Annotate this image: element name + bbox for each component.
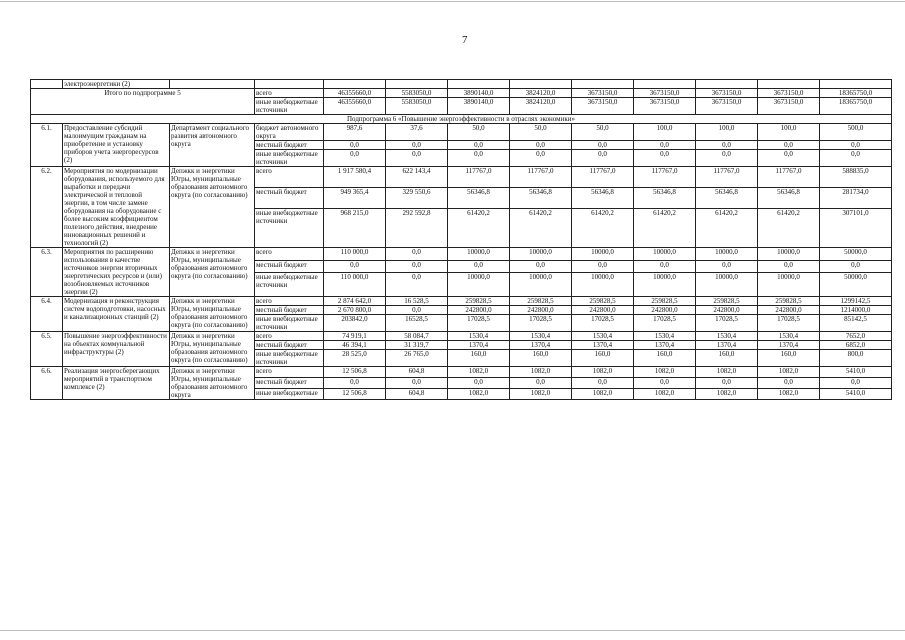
value-cell: 10000,0 bbox=[634, 248, 696, 261]
empty-cell bbox=[448, 80, 510, 89]
value-cell: 0,0 bbox=[758, 378, 820, 389]
value-cell: 1082,0 bbox=[510, 389, 572, 400]
value-cell: 160,0 bbox=[572, 350, 634, 367]
measure-executor: Депжкк и энергетики Югры, муниципальные образования автономного округа (по согласованию) bbox=[170, 167, 255, 248]
value-cell: 12 506,8 bbox=[324, 367, 386, 378]
value-cell: 0,0 bbox=[696, 141, 758, 150]
value-cell: 1299142,5 bbox=[820, 297, 892, 306]
value-cell: 50,0 bbox=[448, 124, 510, 141]
value-cell: 110 000,0 bbox=[324, 248, 386, 261]
table-row bbox=[31, 124, 892, 141]
empty-cell bbox=[572, 80, 634, 89]
value-cell: 56346,8 bbox=[572, 187, 634, 208]
value-cell: 37,6 bbox=[386, 124, 448, 141]
measure-code: 6.1. bbox=[31, 124, 63, 167]
value-cell: 17028,5 bbox=[634, 315, 696, 332]
value-cell: 0,0 bbox=[324, 150, 386, 167]
value-cell: 10000,0 bbox=[448, 248, 510, 261]
source-cell: всего bbox=[255, 332, 324, 341]
budget-table bbox=[30, 79, 892, 400]
value-cell: 949 365,4 bbox=[324, 187, 386, 208]
value-cell: 1530,4 bbox=[696, 332, 758, 341]
empty-cell bbox=[820, 80, 892, 89]
value-cell: 1082,0 bbox=[696, 367, 758, 378]
value-cell: 3890140,0 bbox=[448, 98, 510, 115]
value-cell: 160,0 bbox=[696, 350, 758, 367]
value-cell: 1082,0 bbox=[448, 389, 510, 400]
source-cell: всего bbox=[255, 297, 324, 306]
measure-name: Реализация энергосберегающих мероприятий в транспортном комплексе (2) bbox=[63, 367, 170, 400]
value-cell: 1370,4 bbox=[696, 341, 758, 350]
value-cell: 160,0 bbox=[448, 350, 510, 367]
value-cell: 3673150,0 bbox=[758, 89, 820, 98]
value-cell: 0,0 bbox=[324, 260, 386, 273]
value-cell: 0,0 bbox=[386, 141, 448, 150]
value-cell: 3673150,0 bbox=[572, 89, 634, 98]
value-cell: 0,0 bbox=[696, 260, 758, 273]
measure-executor: Депжкк и энергетики Югры, муниципальные образования автономного округа (по согласованию) bbox=[170, 248, 255, 297]
value-cell: 3673150,0 bbox=[696, 98, 758, 115]
value-cell: 10000,0 bbox=[758, 248, 820, 261]
value-cell: 10000,0 bbox=[510, 273, 572, 297]
value-cell: 259828,5 bbox=[696, 297, 758, 306]
value-cell: 0,0 bbox=[448, 378, 510, 389]
value-cell: 10000,0 bbox=[572, 273, 634, 297]
value-cell: 6852,0 bbox=[820, 341, 892, 350]
value-cell: 259828,5 bbox=[510, 297, 572, 306]
value-cell: 0,0 bbox=[386, 248, 448, 261]
value-cell: 242800,0 bbox=[634, 306, 696, 315]
value-cell: 0,0 bbox=[386, 273, 448, 297]
value-cell: 17028,5 bbox=[758, 315, 820, 332]
value-cell: 5410,0 bbox=[820, 367, 892, 378]
value-cell: 56346,8 bbox=[696, 187, 758, 208]
value-cell: 0,0 bbox=[696, 150, 758, 167]
value-cell: 17028,5 bbox=[572, 315, 634, 332]
value-cell: 968 215,0 bbox=[324, 208, 386, 247]
value-cell: 0,0 bbox=[820, 150, 892, 167]
value-cell: 203842,0 bbox=[324, 315, 386, 332]
value-cell: 50,0 bbox=[510, 124, 572, 141]
code-cell bbox=[31, 80, 63, 89]
measure-executor: Депжкк и энергетики Югры, муниципальные образования автономного округа (по согласованию) bbox=[170, 297, 255, 332]
empty-cell bbox=[386, 80, 448, 89]
value-cell: 10000,0 bbox=[696, 248, 758, 261]
source-cell: иные внебюджетные источники bbox=[255, 273, 324, 297]
source-cell: всего bbox=[255, 167, 324, 188]
value-cell: 259828,5 bbox=[634, 297, 696, 306]
value-cell: 0,0 bbox=[758, 141, 820, 150]
measure-code: 6.3. bbox=[31, 248, 63, 297]
value-cell: 259828,5 bbox=[758, 297, 820, 306]
subprogram-title: Подпрограмма 6 «Повышение энергоэффективности в отраслях экономики» bbox=[31, 115, 892, 124]
value-cell: 0,0 bbox=[448, 260, 510, 273]
value-cell: 10000,0 bbox=[448, 273, 510, 297]
value-cell: 74 919,1 bbox=[324, 332, 386, 341]
value-cell: 117767,0 bbox=[758, 167, 820, 188]
value-cell: 622 143,4 bbox=[386, 167, 448, 188]
source-cell: местный бюджет bbox=[255, 141, 324, 150]
value-cell: 0,0 bbox=[510, 141, 572, 150]
value-cell: 1370,4 bbox=[510, 341, 572, 350]
empty-cell bbox=[634, 80, 696, 89]
source-cell: всего bbox=[255, 89, 324, 98]
value-cell: 0,0 bbox=[696, 378, 758, 389]
value-cell: 46355660,0 bbox=[324, 89, 386, 98]
value-cell: 1082,0 bbox=[510, 367, 572, 378]
continued-text: электроэнергетики (2) bbox=[63, 80, 170, 89]
source-cell: иные внебюджетные источники bbox=[255, 150, 324, 167]
source-cell: всего bbox=[255, 367, 324, 378]
value-cell: 50,0 bbox=[572, 124, 634, 141]
value-cell: 117767,0 bbox=[448, 167, 510, 188]
value-cell: 0,0 bbox=[386, 378, 448, 389]
value-cell: 85142,5 bbox=[820, 315, 892, 332]
subprogram-row bbox=[31, 115, 892, 124]
value-cell: 18365750,0 bbox=[820, 89, 892, 98]
source-cell: всего bbox=[255, 248, 324, 261]
value-cell: 1082,0 bbox=[572, 367, 634, 378]
value-cell: 18365750,0 bbox=[820, 98, 892, 115]
value-cell: 17028,5 bbox=[696, 315, 758, 332]
value-cell: 28 525,0 bbox=[324, 350, 386, 367]
value-cell: 0,0 bbox=[634, 150, 696, 167]
measure-name: Мероприятия по расширению использования в качестве источников энергии вторичных энергетических ресурсов и (или) возобновляемых источников энергии (2) bbox=[63, 248, 170, 297]
source-cell: местный бюджет bbox=[255, 187, 324, 208]
value-cell: 17028,5 bbox=[510, 315, 572, 332]
measure-name: Мероприятия по модернизации оборудования, используемого для выработки и передачи электрической и тепловой энергии, в том числе замене оборудования на оборудование с более высоким коэффициентом полезного действия, внедрение инновационных решений и технологий (2) bbox=[63, 167, 170, 248]
source-cell: иные внебюджетные источники bbox=[255, 208, 324, 247]
measure-code: 6.4. bbox=[31, 297, 63, 332]
value-cell: 604,8 bbox=[386, 367, 448, 378]
measure-name: Модернизация и реконструкция систем водоподготовки, насосных и канализационных станций (2) bbox=[63, 297, 170, 332]
value-cell: 46355660,0 bbox=[324, 98, 386, 115]
source-cell: местный бюджет bbox=[255, 306, 324, 315]
value-cell: 3673150,0 bbox=[634, 89, 696, 98]
source-cell: местный бюджет bbox=[255, 378, 324, 389]
value-cell: 604,8 bbox=[386, 389, 448, 400]
value-cell: 1370,4 bbox=[448, 341, 510, 350]
value-cell: 0,0 bbox=[634, 260, 696, 273]
value-cell: 100,0 bbox=[758, 124, 820, 141]
value-cell: 0,0 bbox=[572, 378, 634, 389]
table-row bbox=[31, 297, 892, 306]
measure-executor: Депжкк и энергетики Югры, муниципальные образования автономного округа bbox=[170, 367, 255, 400]
value-cell: 0,0 bbox=[572, 141, 634, 150]
value-cell: 0,0 bbox=[324, 141, 386, 150]
value-cell: 1082,0 bbox=[448, 367, 510, 378]
source-cell: иные внебюджетные bbox=[255, 389, 324, 400]
measure-executor: Департамент социального развития автономного округа bbox=[170, 124, 255, 167]
value-cell: 0,0 bbox=[572, 150, 634, 167]
source-cell: иные внебюджетные источники bbox=[255, 315, 324, 332]
value-cell: 117767,0 bbox=[696, 167, 758, 188]
value-cell: 242800,0 bbox=[448, 306, 510, 315]
measure-code: 6.5. bbox=[31, 332, 63, 367]
measure-name: Предоставление субсидий малоимущим гражданам на приобретение и установку приборов учета энергоресурсов (2) bbox=[63, 124, 170, 167]
value-cell: 3824120,0 bbox=[510, 89, 572, 98]
value-cell: 3890140,0 bbox=[448, 89, 510, 98]
value-cell: 1082,0 bbox=[572, 389, 634, 400]
source-cell: бюджет автономного округа bbox=[255, 124, 324, 141]
value-cell: 12 506,8 bbox=[324, 389, 386, 400]
value-cell: 61420,2 bbox=[758, 208, 820, 247]
value-cell: 46 394,1 bbox=[324, 341, 386, 350]
value-cell: 56346,8 bbox=[448, 187, 510, 208]
value-cell: 10000,0 bbox=[758, 273, 820, 297]
total-row bbox=[31, 89, 892, 98]
value-cell: 1370,4 bbox=[634, 341, 696, 350]
measure-executor: Депжкк и энергетики Югры, муниципальные образования автономного округа (по согласованию) bbox=[170, 332, 255, 367]
value-cell: 58 084,7 bbox=[386, 332, 448, 341]
scan-edge-bottom bbox=[0, 630, 905, 631]
value-cell: 259828,5 bbox=[572, 297, 634, 306]
value-cell: 31 319,7 bbox=[386, 341, 448, 350]
value-cell: 7652,0 bbox=[820, 332, 892, 341]
value-cell: 0,0 bbox=[634, 378, 696, 389]
value-cell: 0,0 bbox=[448, 141, 510, 150]
value-cell: 160,0 bbox=[758, 350, 820, 367]
value-cell: 0,0 bbox=[758, 150, 820, 167]
value-cell: 56346,8 bbox=[510, 187, 572, 208]
value-cell: 26 765,0 bbox=[386, 350, 448, 367]
value-cell: 100,0 bbox=[634, 124, 696, 141]
value-cell: 259828,5 bbox=[448, 297, 510, 306]
value-cell: 500,0 bbox=[820, 124, 892, 141]
value-cell: 61420,2 bbox=[634, 208, 696, 247]
value-cell: 0,0 bbox=[386, 150, 448, 167]
value-cell: 61420,2 bbox=[448, 208, 510, 247]
value-cell: 61420,2 bbox=[572, 208, 634, 247]
value-cell: 0,0 bbox=[510, 378, 572, 389]
value-cell: 242800,0 bbox=[696, 306, 758, 315]
value-cell: 588835,0 bbox=[820, 167, 892, 188]
value-cell: 1530,4 bbox=[510, 332, 572, 341]
value-cell: 1082,0 bbox=[634, 367, 696, 378]
value-cell: 1530,4 bbox=[448, 332, 510, 341]
value-cell: 17028,5 bbox=[448, 315, 510, 332]
value-cell: 3673150,0 bbox=[758, 98, 820, 115]
page-number: 7 bbox=[462, 34, 468, 46]
source-cell: местный бюджет bbox=[255, 260, 324, 273]
value-cell: 5410,0 bbox=[820, 389, 892, 400]
source-cell: иные внебюджетные источники bbox=[255, 98, 324, 115]
value-cell: 307101,0 bbox=[820, 208, 892, 247]
value-cell: 1082,0 bbox=[758, 367, 820, 378]
value-cell: 50000,0 bbox=[820, 273, 892, 297]
value-cell: 0,0 bbox=[820, 141, 892, 150]
value-cell: 0,0 bbox=[386, 306, 448, 315]
value-cell: 10000,0 bbox=[510, 248, 572, 261]
value-cell: 16 528,5 bbox=[386, 297, 448, 306]
continued-row bbox=[31, 80, 892, 89]
value-cell: 2 874 642,0 bbox=[324, 297, 386, 306]
value-cell: 0,0 bbox=[510, 150, 572, 167]
measure-code: 6.2. bbox=[31, 167, 63, 248]
value-cell: 1530,4 bbox=[758, 332, 820, 341]
measure-name: Повышение энергоэффективности на объектах коммунальной инфраструктуры (2) bbox=[63, 332, 170, 367]
value-cell: 1 917 580,4 bbox=[324, 167, 386, 188]
empty-cell bbox=[170, 80, 255, 89]
scan-edge-top bbox=[0, 1, 905, 2]
value-cell: 110 000,0 bbox=[324, 273, 386, 297]
value-cell: 0,0 bbox=[820, 378, 892, 389]
value-cell: 987,6 bbox=[324, 124, 386, 141]
value-cell: 0,0 bbox=[510, 260, 572, 273]
value-cell: 3673150,0 bbox=[696, 89, 758, 98]
value-cell: 242800,0 bbox=[510, 306, 572, 315]
empty-cell bbox=[255, 80, 324, 89]
empty-cell bbox=[758, 80, 820, 89]
value-cell: 1370,4 bbox=[758, 341, 820, 350]
value-cell: 10000,0 bbox=[696, 273, 758, 297]
value-cell: 3673150,0 bbox=[634, 98, 696, 115]
value-cell: 1530,4 bbox=[634, 332, 696, 341]
value-cell: 10000,0 bbox=[634, 273, 696, 297]
value-cell: 16528,5 bbox=[386, 315, 448, 332]
value-cell: 61420,2 bbox=[696, 208, 758, 247]
source-cell: иные внебюджетные источники bbox=[255, 350, 324, 367]
table-row bbox=[31, 332, 892, 341]
total-label: Итого по подпрограмме 5 bbox=[31, 89, 255, 115]
value-cell: 3824120,0 bbox=[510, 98, 572, 115]
value-cell: 56346,8 bbox=[634, 187, 696, 208]
value-cell: 160,0 bbox=[634, 350, 696, 367]
table-row bbox=[31, 248, 892, 261]
value-cell: 281734,0 bbox=[820, 187, 892, 208]
value-cell: 117767,0 bbox=[572, 167, 634, 188]
value-cell: 0,0 bbox=[386, 260, 448, 273]
value-cell: 1370,4 bbox=[572, 341, 634, 350]
value-cell: 2 670 800,0 bbox=[324, 306, 386, 315]
value-cell: 61420,2 bbox=[510, 208, 572, 247]
empty-cell bbox=[510, 80, 572, 89]
value-cell: 0,0 bbox=[634, 141, 696, 150]
value-cell: 117767,0 bbox=[634, 167, 696, 188]
table-body bbox=[31, 80, 892, 400]
value-cell: 3673150,0 bbox=[572, 98, 634, 115]
value-cell: 0,0 bbox=[448, 150, 510, 167]
value-cell: 0,0 bbox=[572, 260, 634, 273]
empty-cell bbox=[324, 80, 386, 89]
value-cell: 800,0 bbox=[820, 350, 892, 367]
value-cell: 242800,0 bbox=[758, 306, 820, 315]
value-cell: 1214000,0 bbox=[820, 306, 892, 315]
value-cell: 0,0 bbox=[820, 260, 892, 273]
value-cell: 5583050,0 bbox=[386, 89, 448, 98]
value-cell: 292 592,8 bbox=[386, 208, 448, 247]
value-cell: 242800,0 bbox=[572, 306, 634, 315]
value-cell: 1082,0 bbox=[758, 389, 820, 400]
value-cell: 0,0 bbox=[324, 378, 386, 389]
empty-cell bbox=[696, 80, 758, 89]
source-cell: местный бюджет bbox=[255, 341, 324, 350]
value-cell: 0,0 bbox=[758, 260, 820, 273]
value-cell: 5583050,0 bbox=[386, 98, 448, 115]
measure-code: 6.6. bbox=[31, 367, 63, 400]
value-cell: 10000,0 bbox=[572, 248, 634, 261]
table-row bbox=[31, 167, 892, 188]
value-cell: 1082,0 bbox=[696, 389, 758, 400]
value-cell: 160,0 bbox=[510, 350, 572, 367]
value-cell: 1082,0 bbox=[634, 389, 696, 400]
value-cell: 56346,8 bbox=[758, 187, 820, 208]
value-cell: 50000,0 bbox=[820, 248, 892, 261]
value-cell: 329 550,6 bbox=[386, 187, 448, 208]
value-cell: 100,0 bbox=[696, 124, 758, 141]
table-row bbox=[31, 367, 892, 378]
value-cell: 1530,4 bbox=[572, 332, 634, 341]
value-cell: 117767,0 bbox=[510, 167, 572, 188]
